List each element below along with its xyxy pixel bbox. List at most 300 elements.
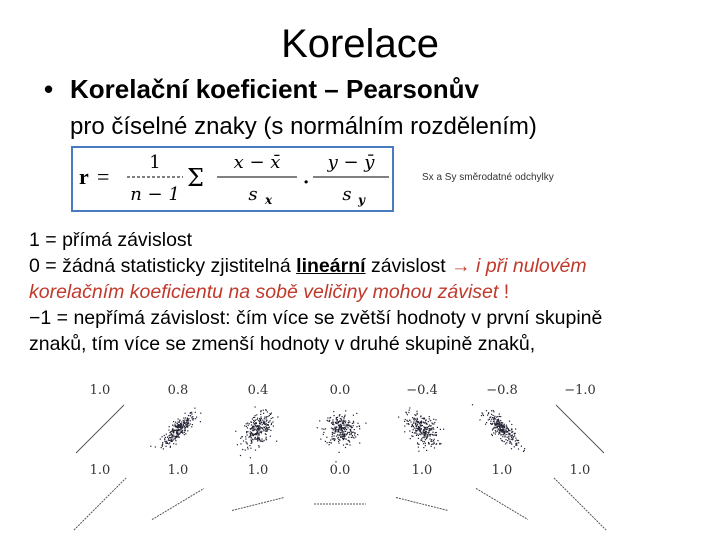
scatter-point (335, 427, 336, 428)
scatter-point (431, 439, 432, 440)
formula-note: Sx a Sy směrodatné odchylky (422, 172, 554, 183)
scatter-point (496, 417, 497, 418)
scatter-point (258, 434, 259, 435)
scatter-point (262, 420, 263, 421)
top-label-4: −0.4 (406, 383, 438, 398)
scatter-point (332, 432, 333, 433)
scatter-point (253, 417, 254, 418)
scatter-point (355, 436, 356, 437)
bottom-label-1: 1.0 (167, 463, 189, 478)
scatter-point (423, 447, 424, 448)
formula-frac1-sub: x (265, 193, 273, 207)
scatter-point (492, 429, 493, 430)
scatter-point (162, 436, 163, 437)
scatter-point (266, 418, 267, 419)
scatter-point (506, 427, 507, 428)
scatter-point (173, 436, 174, 437)
scatter-point (431, 422, 432, 423)
scatter-point (494, 417, 495, 418)
scatter-point (346, 434, 347, 435)
scatter-point (422, 418, 423, 419)
scatter-point (434, 442, 435, 443)
scatter-point (266, 423, 267, 424)
scatter-point (254, 417, 255, 418)
scatter-point (245, 436, 246, 437)
line-4: −1 = nepřímá závislost: čím více se zvětší hodnoty v první skupině (29, 307, 603, 329)
scatter-point (333, 435, 334, 436)
scatter-point (259, 428, 260, 429)
scatter-point (422, 433, 423, 434)
scatter-point (431, 425, 432, 426)
scatter-point (414, 419, 415, 420)
scatter-point (195, 418, 196, 419)
scatter-point (490, 421, 491, 422)
scatter-point (514, 446, 515, 447)
scatter-point (518, 448, 519, 449)
scatter-point (255, 437, 256, 438)
scatter-point (434, 447, 435, 448)
scatter-point (333, 411, 334, 412)
scatter-point (252, 427, 253, 428)
scatter-point (511, 444, 512, 445)
scatter-point (425, 439, 426, 440)
scatter-point (423, 432, 424, 433)
scatter-point (340, 432, 341, 433)
scatter-point (415, 415, 416, 416)
scatter-point (173, 435, 174, 436)
scatter-point (270, 436, 271, 437)
scatter-point (273, 426, 274, 427)
formula-frac1-num: x − x̄ (233, 152, 281, 173)
scatter-point (433, 440, 434, 441)
scatter-point (425, 422, 426, 423)
scatter-point (413, 426, 414, 427)
scatter-point (242, 449, 243, 450)
scatter-point (263, 413, 264, 414)
scatter-point (255, 450, 256, 451)
scatter-point (338, 424, 339, 425)
scatter-point (251, 442, 252, 443)
scatter-point (414, 427, 415, 428)
scatter-point (252, 430, 253, 431)
scatter-point (177, 432, 178, 433)
scatter-point (258, 445, 259, 446)
line-3-red: korelačním koeficientu na sobě veličiny mohou záviset (29, 281, 499, 303)
scatter-point (180, 427, 181, 428)
scatter-point (166, 441, 167, 442)
scatter-point (343, 428, 344, 429)
scatter-point (429, 429, 430, 430)
scatter-point (497, 423, 498, 424)
scatter-point (177, 422, 178, 423)
scatter-point (494, 416, 495, 417)
scatter-point (426, 423, 427, 424)
scatter-point (437, 440, 438, 441)
scatter-point (490, 423, 491, 424)
scatter-point (253, 434, 254, 435)
bottom-label-4: 1.0 (411, 463, 433, 478)
scatter-point (426, 432, 427, 433)
scatter-point (505, 443, 506, 444)
scatter-point (414, 432, 415, 433)
scatter-point (184, 426, 185, 427)
scatter-point (251, 440, 252, 441)
scatter-point (491, 434, 492, 435)
scatter-point (166, 434, 167, 435)
bullet-heading (44, 74, 479, 105)
scatter-point (494, 422, 495, 423)
scatter-point (412, 432, 413, 433)
scatter-point (155, 446, 156, 447)
scatter-point (428, 430, 429, 431)
bottom-line-0 (74, 478, 126, 530)
scatter-point (246, 426, 247, 427)
scatter-point (263, 427, 264, 428)
scatter-point (247, 431, 248, 432)
scatter-point (433, 427, 434, 428)
scatter-point (506, 425, 507, 426)
scatter-point (185, 433, 186, 434)
scatter-point (424, 427, 425, 428)
scatter-point (186, 426, 187, 427)
scatter-point (409, 407, 410, 408)
scatter-point (264, 418, 265, 419)
scatter-point (251, 432, 252, 433)
scatter-point (435, 435, 436, 436)
scatter-point (511, 432, 512, 433)
formula-svg (73, 148, 393, 210)
scatter-point (253, 420, 254, 421)
scatter-point (344, 427, 345, 428)
scatter-point (493, 421, 494, 422)
scatter-point (436, 432, 437, 433)
scatter-point (170, 447, 171, 448)
scatter-point (247, 423, 248, 424)
scatter-point (508, 429, 509, 430)
scatter-point (343, 445, 344, 446)
scatter-point (420, 416, 421, 417)
scatter-point (252, 418, 253, 419)
scatter-point (173, 430, 174, 431)
scatter-point (419, 430, 420, 431)
scatter-point (506, 430, 507, 431)
scatter-point (514, 433, 515, 434)
line-2-red: → i při nulovém (451, 255, 587, 277)
scatter-point (250, 428, 251, 429)
scatter-point (341, 434, 342, 435)
scatter-point (352, 423, 353, 424)
scatter-point (498, 426, 499, 427)
scatter-point (349, 425, 350, 426)
scatter-point (258, 426, 259, 427)
scatter-point (250, 448, 251, 449)
scatter-point (407, 420, 408, 421)
scatter-point (266, 425, 267, 426)
scatter-point (420, 440, 421, 441)
scatter-point (410, 438, 411, 439)
scatter-point (429, 438, 430, 439)
scatter-point (406, 423, 407, 424)
scatter-point (241, 436, 242, 437)
scatter-point (502, 436, 503, 437)
scatter-point (420, 434, 421, 435)
scatter-point (353, 421, 354, 422)
scatter-point (412, 417, 413, 418)
scatter-point (162, 444, 163, 445)
scatter-point (509, 430, 510, 431)
scatter-point (329, 421, 330, 422)
scatter-point (325, 428, 326, 429)
line-5: znaků, tím více se zmenší hodnoty v druhé skupině znaků, (29, 333, 536, 355)
scatter-point (182, 430, 183, 431)
scatter-point (185, 413, 186, 414)
top-cloud-5 (472, 404, 525, 452)
scatter-point (434, 439, 435, 440)
scatter-point (353, 425, 354, 426)
scatter-point (174, 425, 175, 426)
scatter-point (172, 440, 173, 441)
scatter-point (267, 424, 268, 425)
scatter-point (493, 411, 494, 412)
scatter-point (181, 432, 182, 433)
scatter-point (419, 434, 420, 435)
scatter-point (237, 444, 238, 445)
scatter-point (495, 433, 496, 434)
scatter-point (508, 433, 509, 434)
scatter-point (263, 430, 264, 431)
scatter-point (172, 425, 173, 426)
scatter-point (348, 422, 349, 423)
scatter-point (352, 437, 353, 438)
scatter-point (346, 439, 347, 440)
scatter-point (427, 427, 428, 428)
scatter-point (426, 438, 427, 439)
scatter-point (166, 446, 167, 447)
scatter-point (348, 437, 349, 438)
scatter-point (502, 426, 503, 427)
scatter-point (416, 411, 417, 412)
scatter-point (191, 417, 192, 418)
scatter-point (330, 442, 331, 443)
scatter-point (502, 425, 503, 426)
scatter-point (356, 426, 357, 427)
scatter-point (257, 419, 258, 420)
scatter-point (431, 440, 432, 441)
scatter-point (504, 429, 505, 430)
scatter-point (359, 428, 360, 429)
scatter-point (169, 435, 170, 436)
scatter-point (340, 437, 341, 438)
scatter-point (345, 415, 346, 416)
top-cloud-3 (317, 410, 367, 462)
scatter-point (398, 417, 399, 418)
scatter-point (429, 418, 430, 419)
scatter-point (407, 414, 408, 415)
scatter-point (509, 443, 510, 444)
bottom-line-2 (232, 498, 284, 511)
scatter-point (192, 418, 193, 419)
scatter-point (173, 439, 174, 440)
scatter-point (417, 430, 418, 431)
scatter-point (187, 426, 188, 427)
scatter-point (344, 438, 345, 439)
scatter-point (255, 425, 256, 426)
scatter-point (419, 427, 420, 428)
scatter-point (262, 424, 263, 425)
scatter-point (515, 438, 516, 439)
scatter-point (348, 440, 349, 441)
scatter-point (251, 433, 252, 434)
scatter-point (179, 422, 180, 423)
scatter-point (433, 419, 434, 420)
top-cloud-1 (150, 408, 201, 450)
scatter-point (491, 410, 492, 411)
scatter-point (428, 443, 429, 444)
scatter-point (259, 429, 260, 430)
scatter-point (500, 429, 501, 430)
scatter-point (267, 416, 268, 417)
scatter-point (344, 433, 345, 434)
scatter-point (244, 425, 245, 426)
scatter-point (347, 432, 348, 433)
scatter-point (425, 436, 426, 437)
scatter-point (511, 448, 512, 449)
scatter-point (330, 440, 331, 441)
scatter-point (243, 440, 244, 441)
scatter-point (343, 418, 344, 419)
scatter-point (515, 440, 516, 441)
scatter-point (188, 415, 189, 416)
scatter-point (416, 420, 417, 421)
scatter-point (404, 426, 405, 427)
scatter-point (495, 430, 496, 431)
scatter-point (341, 420, 342, 421)
scatter-point (405, 419, 406, 420)
scatter-point (499, 432, 500, 433)
scatter-point (498, 420, 499, 421)
scatter-point (252, 434, 253, 435)
scatter-point (196, 417, 197, 418)
scatter-point (429, 434, 430, 435)
scatter-point (336, 426, 337, 427)
scatter-point (500, 438, 501, 439)
scatter-point (411, 435, 412, 436)
scatter-point (258, 432, 259, 433)
scatter-point (351, 432, 352, 433)
scatter-point (411, 426, 412, 427)
scatter-point (319, 420, 320, 421)
top-label-5: −0.8 (486, 383, 518, 398)
scatter-point (408, 421, 409, 422)
scatter-point (417, 419, 418, 420)
scatter-point (518, 442, 519, 443)
scatter-point (427, 434, 428, 435)
scatter-point (418, 451, 419, 452)
scatter-point (436, 443, 437, 444)
scatter-point (183, 424, 184, 425)
scatter-point (254, 426, 255, 427)
scatter-point (338, 443, 339, 444)
scatter-point (351, 427, 352, 428)
scatter-point (507, 437, 508, 438)
scatter-point (344, 421, 345, 422)
scatter-point (167, 442, 168, 443)
scatter-point (255, 406, 256, 407)
scatter-point (176, 444, 177, 445)
scatter-point (440, 443, 441, 444)
scatter-point (359, 442, 360, 443)
bullet-dot: • (44, 74, 54, 104)
scatter-point (416, 426, 417, 427)
scatter-point (179, 437, 180, 438)
scatter-point (176, 435, 177, 436)
scatter-point (354, 435, 355, 436)
scatter-point (348, 420, 349, 421)
scatter-point (342, 416, 343, 417)
scatter-point (493, 419, 494, 420)
scatter-point (164, 438, 165, 439)
scatter-point (264, 440, 265, 441)
scatter-point (345, 447, 346, 448)
scatter-point (267, 427, 268, 428)
scatter-point (423, 429, 424, 430)
scatter-point (246, 423, 247, 424)
scatter-point (345, 428, 346, 429)
scatter-point (428, 421, 429, 422)
scatter-point (181, 421, 182, 422)
scatter-point (524, 450, 525, 451)
scatter-point (337, 434, 338, 435)
scatter-point (167, 437, 168, 438)
scatter-point (262, 428, 263, 429)
scatter-point (488, 419, 489, 420)
scatter-point (179, 420, 180, 421)
scatter-point (511, 424, 512, 425)
scatter-point (417, 414, 418, 415)
scatter-point (415, 431, 416, 432)
scatter-point (341, 432, 342, 433)
scatter-point (184, 428, 185, 429)
scatter-point (266, 439, 267, 440)
bullet-text: Korelační koeficient – Pearsonův (70, 74, 479, 104)
scatter-point (339, 427, 340, 428)
scatter-point (175, 440, 176, 441)
scatter-point (341, 425, 342, 426)
scatter-point (479, 419, 480, 420)
scatter-point (327, 420, 328, 421)
scatter-point (260, 423, 261, 424)
scatter-point (193, 418, 194, 419)
scatter-point (433, 429, 434, 430)
scatter-point (187, 419, 188, 420)
scatter-point (334, 415, 335, 416)
scatter-point (256, 439, 257, 440)
scatter-point (334, 440, 335, 441)
scatter-point (175, 436, 176, 437)
scatter-point (347, 444, 348, 445)
scatter-point (492, 435, 493, 436)
scatter-point (269, 415, 270, 416)
scatter-point (251, 424, 252, 425)
scatter-point (506, 428, 507, 429)
scatter-point (257, 418, 258, 419)
scatter-point (349, 434, 350, 435)
scatter-point (333, 422, 334, 423)
scatter-point (351, 437, 352, 438)
bottom-label-0: 1.0 (89, 463, 111, 478)
scatter-point (425, 435, 426, 436)
scatter-point (428, 432, 429, 433)
